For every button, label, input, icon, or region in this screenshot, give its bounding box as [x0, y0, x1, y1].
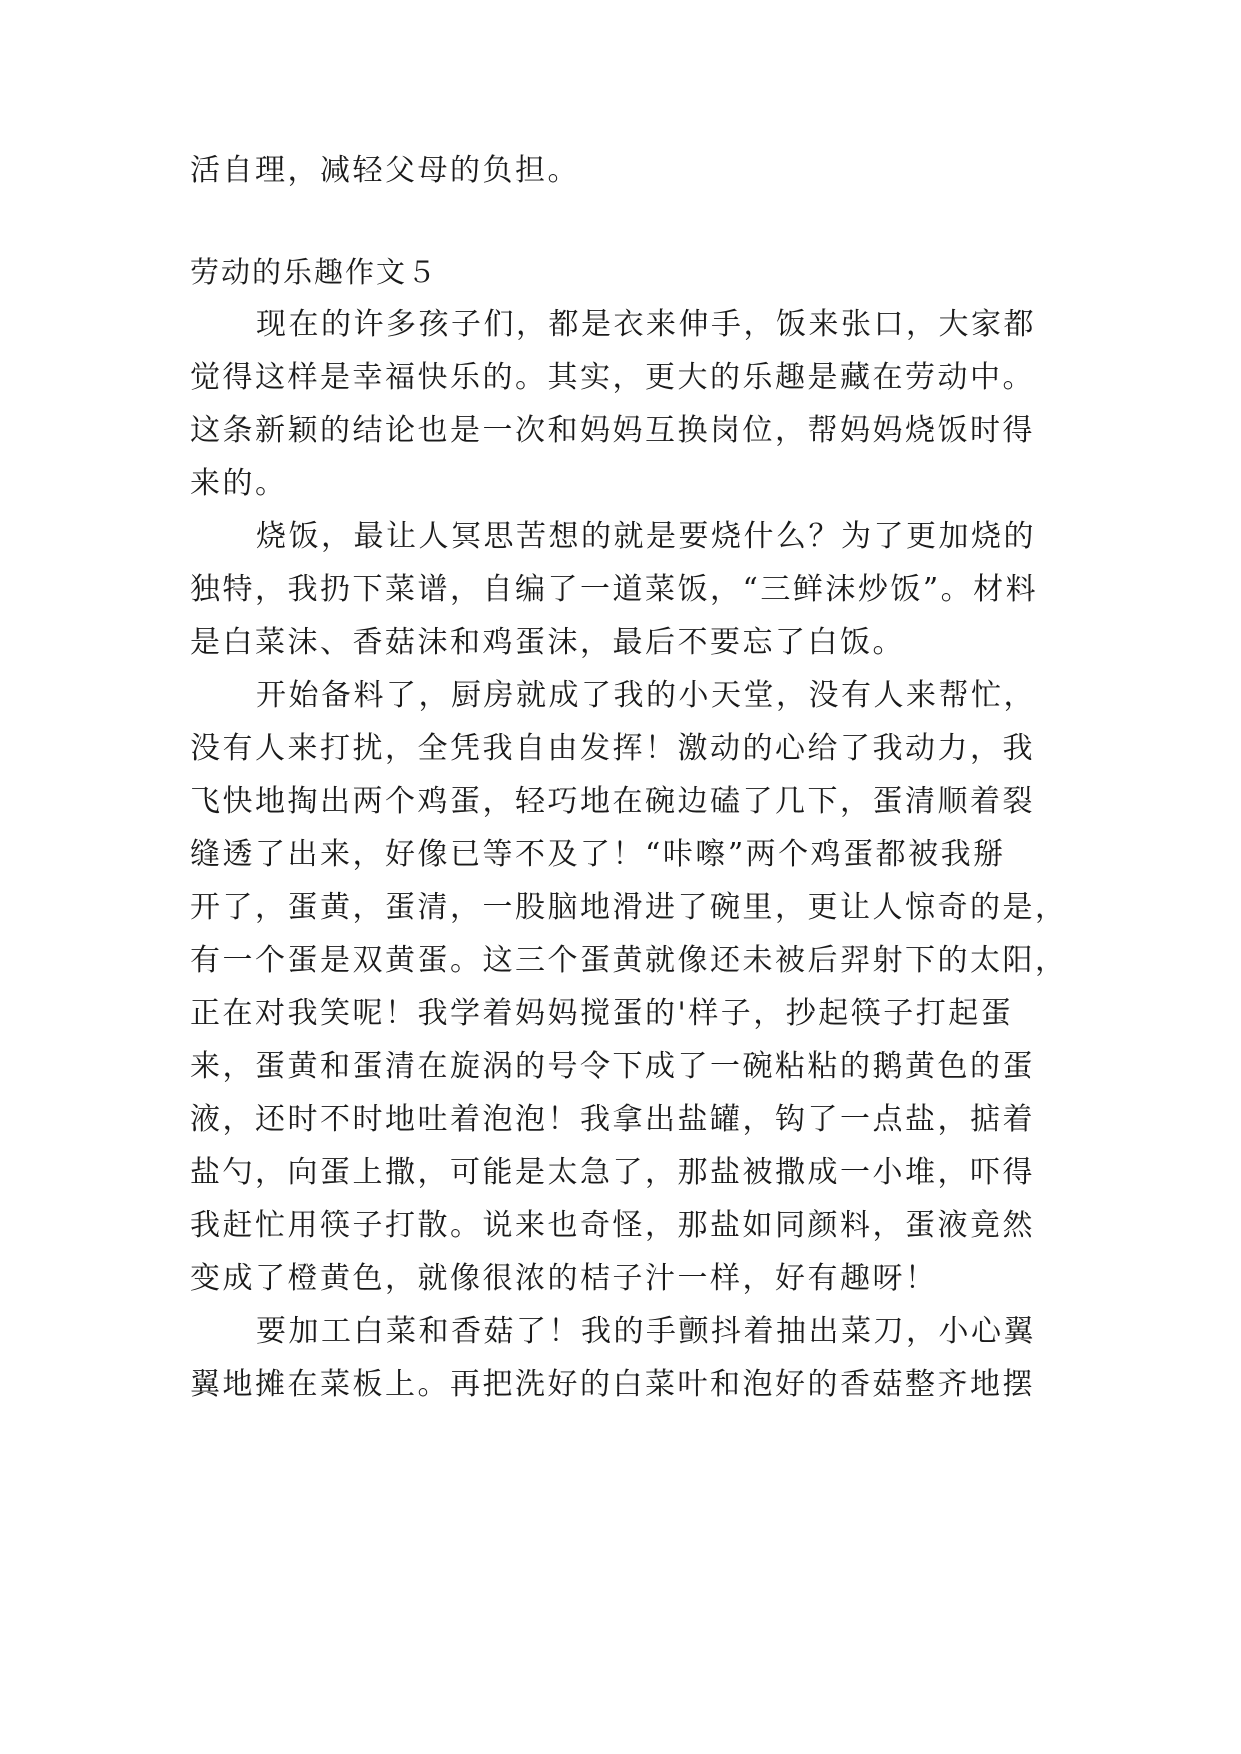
- paragraph-line: 现在的许多孩子们，都是衣来伸手，饭来张口，大家都: [256, 307, 1036, 342]
- paragraph-line: 开了，蛋黄，蛋清，一股脑地滑进了碗里，更让人惊奇的是，: [190, 890, 1068, 925]
- paragraph-line: 液，还时不时地吐着泡泡！我拿出盐罐，钩了一点盐，掂着: [190, 1102, 1035, 1137]
- paragraph-line: 来，蛋黄和蛋清在旋涡的号令下成了一碗粘粘的鹅黄色的蛋: [190, 1049, 1035, 1084]
- paragraph-line: 要加工白菜和香菇了！我的手颤抖着抽出菜刀，小心翼: [256, 1314, 1036, 1349]
- paragraph-line: 有一个蛋是双黄蛋。这三个蛋黄就像还未被后羿射下的太阳，: [190, 943, 1068, 978]
- section-title: 劳动的乐趣作文５: [190, 255, 439, 289]
- paragraph-line: 来的。: [190, 466, 288, 501]
- paragraph-line: 飞快地掏出两个鸡蛋，轻巧地在碗边磕了几下，蛋清顺着裂: [190, 784, 1035, 819]
- paragraph-line: 独特，我扔下菜谱，自编了一道菜饭，“三鲜沫炒饭”。材料: [190, 572, 1039, 607]
- paragraph-line: 盐勺，向蛋上撒，可能是太急了，那盐被撒成一小堆，吓得: [190, 1155, 1035, 1190]
- paragraph-line: 开始备料了，厨房就成了我的小天堂，没有人来帮忙，: [256, 678, 1036, 713]
- paragraph-line: 翼地摊在菜板上。再把洗好的白菜叶和泡好的香菇整齐地摆: [190, 1367, 1035, 1402]
- paragraph-line: 正在对我笑呢！我学着妈妈搅蛋的'样子，抄起筷子打起蛋: [190, 996, 1014, 1031]
- paragraph-line: 没有人来打扰，全凭我自由发挥！激动的心给了我动力，我: [190, 731, 1035, 766]
- paragraph-line: 我赶忙用筷子打散。说来也奇怪，那盐如同颜料，蛋液竟然: [190, 1208, 1035, 1243]
- paragraph-line: 烧饭，最让人冥思苦想的就是要烧什么？为了更加烧的: [256, 519, 1036, 554]
- carryover-line: 活自理，减轻父母的负担。: [190, 153, 580, 188]
- paragraph-line: 缝透了出来，好像已等不及了！“咔嚓”两个鸡蛋都被我掰: [190, 837, 1006, 872]
- paragraph-line: 这条新颖的结论也是一次和妈妈互换岗位，帮妈妈烧饭时得: [190, 413, 1035, 448]
- paragraph-line: 觉得这样是幸福快乐的。其实，更大的乐趣是藏在劳动中。: [190, 360, 1035, 395]
- paragraph-line: 变成了橙黄色，就像很浓的桔子汁一样，好有趣呀！: [190, 1261, 938, 1296]
- paragraph-line: 是白菜沫、香菇沫和鸡蛋沫，最后不要忘了白饭。: [190, 625, 905, 660]
